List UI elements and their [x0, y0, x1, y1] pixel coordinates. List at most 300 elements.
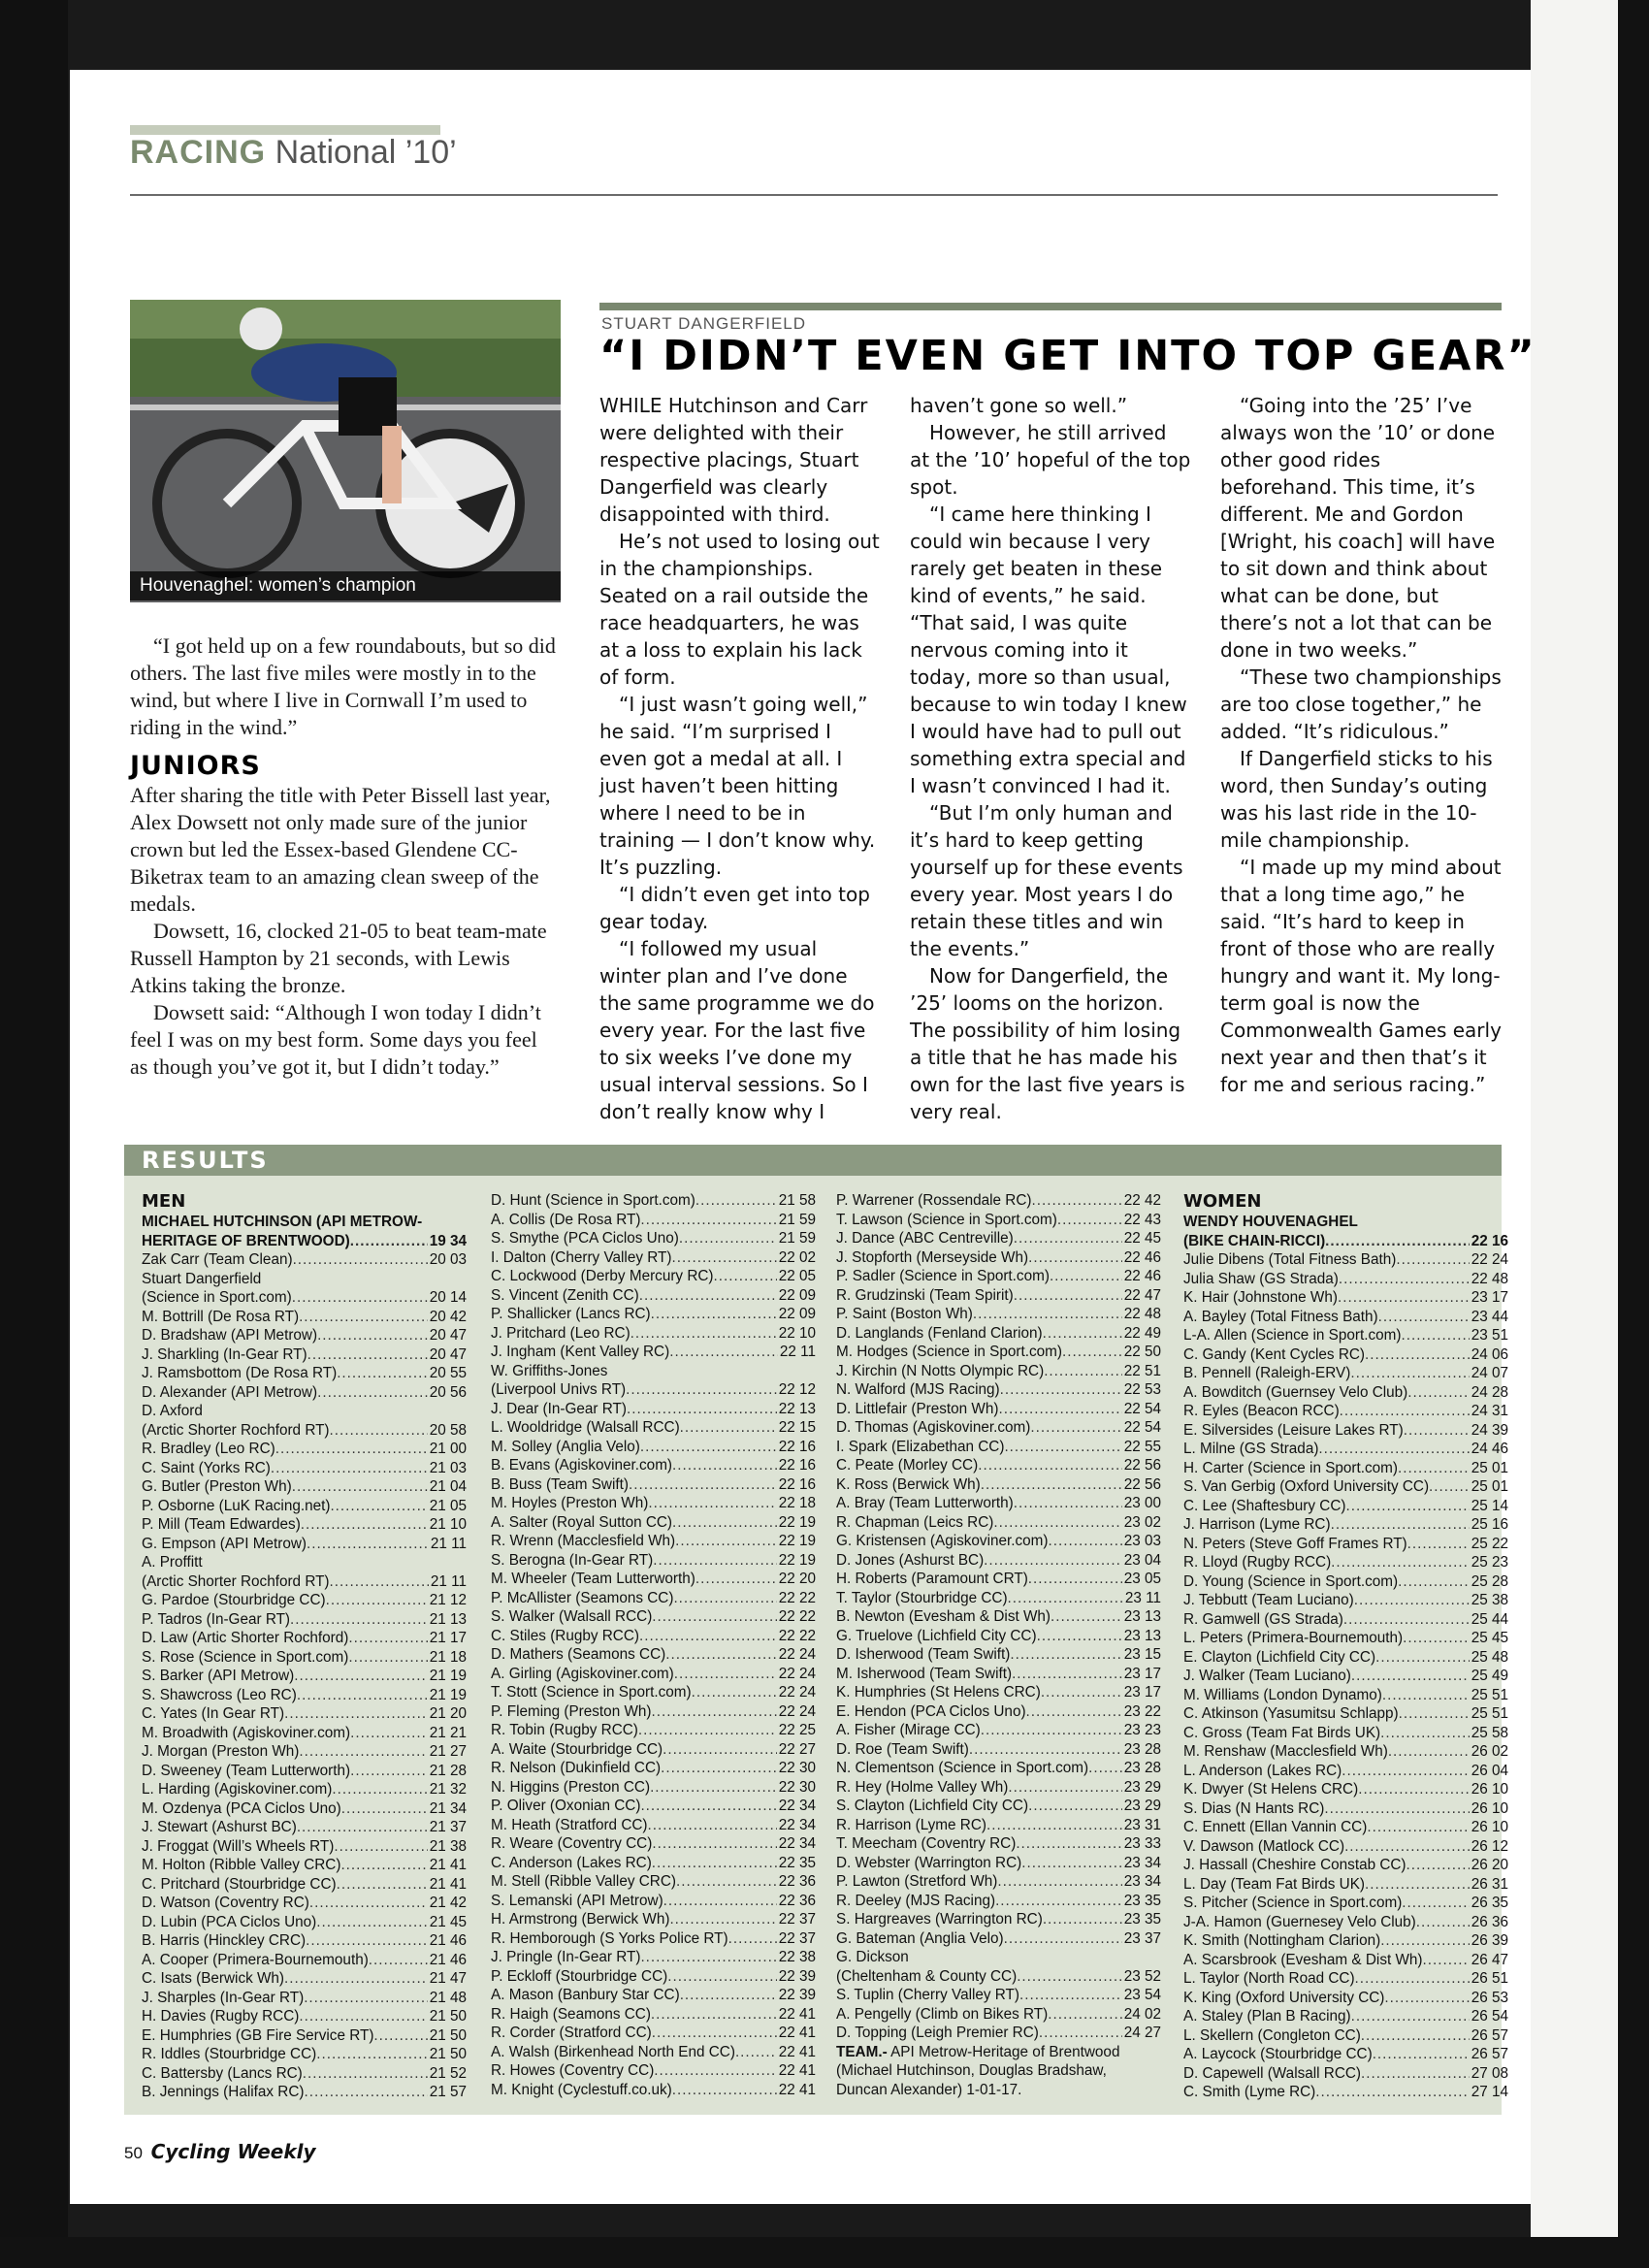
- finish-time: 22 19: [778, 1551, 816, 1569]
- rider-name: (Cheltenham & County CC): [836, 1967, 1018, 1985]
- leader-dots: [307, 1345, 428, 1365]
- leader-dots: [307, 1535, 429, 1554]
- leader-dots: [1004, 1438, 1121, 1457]
- page-footer: [124, 2140, 316, 2163]
- rider-name: C. Peate (Morley CC): [836, 1457, 979, 1474]
- leader-dots: [1339, 1270, 1470, 1289]
- leader-dots: [1008, 1589, 1123, 1608]
- leader-dots: [1382, 1686, 1470, 1705]
- rider-name: A. Walsh (Birkenhead North End CC): [491, 2043, 735, 2060]
- leader-dots: [292, 1477, 428, 1497]
- rider-name: J. Hassall (Cheshire Constab CC): [1183, 1857, 1406, 1873]
- leader-dots: [728, 1929, 777, 1949]
- finish-time: 24 28: [1471, 1383, 1508, 1401]
- finish-time: 20 55: [429, 1365, 467, 1381]
- rider-name: A. Staley (Plan B Racing): [1183, 2008, 1351, 2025]
- result-row: [142, 1440, 467, 1459]
- finish-time: 26 53: [1471, 1989, 1508, 2006]
- story-paragraph: “Going into the ’25’ I’ve always won the ’10’ or done other good rides beforehand. This time, it’s different. Me and Gordon [Wright, his coach] will have to sit down and think about what can be done, but there’s not a lot that can be done in two weeks.”: [1220, 394, 1496, 662]
- rider-name: J. Walker (Team Luciano): [1183, 1668, 1351, 1684]
- rider-name: D. Bradshaw (API Metrow): [142, 1327, 318, 1344]
- leader-dots: [640, 1948, 776, 1967]
- rider-name: M. Broadwith (Agiskoviner.com): [142, 1724, 351, 1741]
- rider-name: (Arctic Shorter Rochford RT): [142, 1421, 330, 1439]
- finish-time: 25 51: [1471, 1705, 1508, 1722]
- result-row: [836, 1400, 1161, 1419]
- rider-name: B. Evans (Agiskoviner.com): [491, 1457, 673, 1474]
- leader-dots: [1048, 1532, 1121, 1551]
- rider-name: E. Clayton (Lichfield City CC): [1183, 1648, 1376, 1666]
- result-row: [1183, 1856, 1508, 1875]
- finish-time: 25 44: [1471, 1610, 1508, 1628]
- rider-name: C. Saint (Yorks RC): [142, 1459, 271, 1476]
- leader-dots: [676, 1872, 777, 1892]
- finish-time: 23 35: [1123, 1892, 1161, 1909]
- rider-name: K. Hair (Johnstone Wh): [1183, 1289, 1338, 1306]
- finish-time: 23 37: [1123, 1929, 1161, 1947]
- finish-time: 23 13: [1123, 1608, 1161, 1625]
- result-row: [836, 1191, 1161, 1211]
- finish-time: 26 12: [1471, 1837, 1508, 1855]
- leader-dots: [1404, 1421, 1470, 1441]
- result-row: [836, 1929, 1161, 1949]
- rider-name: S. Berogna (In-Gear RT): [491, 1551, 654, 1569]
- leader-dots: [1403, 1629, 1470, 1648]
- finish-time: 23 54: [1123, 1987, 1161, 2003]
- juniors-paragraph: Dowsett, 16, clocked 21-05 to beat team-mate Russell Hampton by 21 seconds, with Lewis Atkins taking the bronze.: [130, 919, 547, 997]
- finish-time: 24 31: [1471, 1403, 1508, 1419]
- rider-name: N. Peters (Steve Goff Frames RT): [1183, 1535, 1407, 1552]
- rider-name: S. Shawcross (Leo RC): [142, 1686, 297, 1703]
- leader-dots: [667, 1967, 776, 1987]
- result-row: [142, 1667, 467, 1686]
- leader-dots: [669, 1910, 776, 1929]
- finish-time: 21 28: [429, 1762, 467, 1779]
- finish-time: 20 47: [429, 1327, 467, 1344]
- rider-name: D. Young (Science in Sport.com): [1183, 1572, 1399, 1590]
- rider-name: D. Law (Artic Shorter Rochford): [142, 1630, 349, 1646]
- rider-name: J. Ramsbottom (De Rosa RT): [142, 1365, 338, 1381]
- result-row: [1183, 1969, 1508, 1989]
- rider-name: J. Pritchard (Leo RC): [491, 1324, 630, 1342]
- result-row: [836, 1362, 1161, 1381]
- result-row: [1183, 1459, 1508, 1478]
- finish-time: 21 32: [429, 1781, 467, 1798]
- rider-name: A. Girling (Agiskoviner.com): [491, 1665, 674, 1682]
- result-row: [1183, 1535, 1508, 1554]
- rider-name: R. Lloyd (Rugby RCC): [1183, 1554, 1332, 1571]
- rider-name: C. Pritchard (Stourbridge CC): [142, 1875, 337, 1893]
- rider-name: L. Day (Team Fat Birds UK): [1183, 1875, 1366, 1893]
- result-row: [491, 1797, 816, 1816]
- leader-dots: [629, 1475, 777, 1495]
- leader-dots: [973, 1305, 1122, 1324]
- finish-time: 26 39: [1471, 1932, 1508, 1949]
- story-paragraph: If Dangerfield sticks to his word, then Sunday’s outing was his last ride in the 10-mile championship.: [1220, 747, 1493, 852]
- story-headline: “I DIDN’T EVEN GET INTO TOP GEAR”: [599, 332, 1536, 380]
- finish-time: 21 47: [429, 1970, 467, 1987]
- rider-name: L. Anderson (Lakes RC): [1183, 1762, 1342, 1779]
- leader-dots: [1361, 2026, 1470, 2046]
- result-row: [836, 1380, 1161, 1400]
- leader-dots: [1028, 1570, 1122, 1589]
- leader-dots: [672, 1513, 777, 1533]
- leader-dots: [1354, 1591, 1470, 1610]
- rider-name: R. Corder (Stratford CC): [491, 2025, 652, 2041]
- leader-dots: [630, 1324, 777, 1344]
- result-row: [491, 1834, 816, 1854]
- result-row: [491, 1627, 816, 1646]
- leader-dots: [1324, 1799, 1469, 1819]
- leader-dots: [1406, 1856, 1470, 1875]
- leader-dots: [648, 1816, 777, 1835]
- rider-name: J. Stewart (Ashurst BC): [142, 1819, 297, 1835]
- leader-dots: [303, 2064, 428, 2084]
- leader-dots: [651, 2005, 777, 2025]
- rider-name: I. Spark (Elizabethan CC): [836, 1438, 1005, 1455]
- leader-dots: [651, 1305, 777, 1324]
- finish-time: 25 38: [1471, 1592, 1508, 1608]
- finish-time: 22 16: [778, 1438, 816, 1455]
- leader-dots: [1358, 1780, 1470, 1799]
- finish-time: 23 13: [1123, 1627, 1161, 1644]
- leader-dots: [1028, 1248, 1122, 1268]
- leader-dots: [1331, 1515, 1470, 1535]
- rider-name: M. Hoyles (Preston Wh): [491, 1495, 649, 1511]
- finish-time: 22 49: [1123, 1324, 1161, 1342]
- finish-time: 21 13: [429, 1610, 467, 1628]
- result-row: [836, 1589, 1161, 1608]
- result-row: [491, 1872, 816, 1892]
- leader-dots: [341, 1799, 428, 1819]
- finish-time: 23 31: [1123, 1816, 1161, 1833]
- story-paragraph: haven’t gone so well.”: [910, 394, 1128, 417]
- finish-time: 25 45: [1471, 1630, 1508, 1646]
- leader-dots: [309, 1894, 428, 1913]
- result-row: [491, 1778, 816, 1798]
- finish-time: 21 52: [429, 2064, 467, 2082]
- result-row: [491, 1305, 816, 1324]
- finish-time: 26 35: [1471, 1895, 1508, 1911]
- finish-time: 21 45: [429, 1913, 467, 1930]
- leader-dots: [1014, 1229, 1122, 1248]
- story-column-2: [910, 392, 1191, 1125]
- rider-name: G. Truelove (Lichfield City CC): [836, 1627, 1037, 1644]
- leader-dots: [638, 1721, 777, 1740]
- leader-dots: [663, 1740, 777, 1760]
- rider-name: C. Smith (Lyme RC): [1183, 2084, 1316, 2100]
- finish-time: 22 09: [778, 1286, 816, 1304]
- finish-time: 26 51: [1471, 1970, 1508, 1987]
- leader-dots: [299, 1742, 427, 1762]
- finish-time: 22 11: [779, 1344, 816, 1360]
- leader-dots: [297, 1686, 428, 1705]
- result-row: [491, 1532, 816, 1551]
- leader-dots: [299, 2007, 427, 2026]
- finish-time: 25 58: [1471, 1724, 1508, 1741]
- result-row: [1183, 1591, 1508, 1610]
- rider-name: (Liverpool Univs RT): [491, 1381, 627, 1398]
- result-row: [1183, 1477, 1508, 1497]
- finish-time: 22 30: [778, 1778, 816, 1796]
- rider-name: P. Tadros (In-Gear RT): [142, 1610, 291, 1628]
- leader-dots: [1351, 1667, 1470, 1686]
- result-row: [1183, 2083, 1508, 2102]
- rider-name: S. Vincent (Zenith CC): [491, 1286, 639, 1304]
- rider-name: C. Ennett (Ellan Vannin CC): [1183, 1819, 1368, 1835]
- result-row: [836, 1986, 1161, 2005]
- finish-time: 23 04: [1123, 1551, 1161, 1569]
- result-row: [836, 1967, 1161, 1987]
- finish-time: 20 14: [429, 1289, 467, 1306]
- finish-time: 20 58: [429, 1421, 467, 1439]
- leader-dots: [1016, 1834, 1121, 1854]
- finish-time: 22 46: [1123, 1268, 1161, 1284]
- finish-time: 22 18: [778, 1495, 816, 1511]
- result-row: [836, 1456, 1161, 1475]
- result-row: [142, 1535, 467, 1554]
- story-paragraph: “These two championships are too close together,” he added. “It’s ridiculous.”: [1220, 665, 1502, 743]
- rider-name: R. Hemborough (S Yorks Police RT): [491, 1929, 728, 1947]
- finish-time: 26 36: [1471, 1913, 1508, 1930]
- finish-time: 22 22: [778, 1608, 816, 1625]
- leader-dots: [1331, 1553, 1470, 1572]
- rider-name: A. Pengelly (Climb on Bikes RT): [836, 2005, 1049, 2023]
- finish-time: 21 50: [429, 2026, 467, 2044]
- leader-dots: [648, 1494, 776, 1513]
- rider-name: D. Watson (Coventry RC): [142, 1895, 309, 1911]
- result-row: [491, 1929, 816, 1949]
- leader-dots: [640, 1797, 776, 1816]
- result-row: [836, 2005, 1161, 2025]
- rider-name: P. Mill (Team Edwardes): [142, 1516, 301, 1533]
- leader-dots: [1423, 1951, 1470, 1970]
- rider-name: H. Roberts (Paramount CRT): [836, 1571, 1028, 1587]
- rider-name: D. Thomas (Agiskoviner.com): [836, 1419, 1031, 1436]
- result-row: [1183, 1610, 1508, 1630]
- rider-name: D. Topping (Leigh Premier RC): [836, 2025, 1039, 2041]
- rider-name: D. Webster (Warrington RC): [836, 1854, 1022, 1871]
- women-heading: WOMEN: [1183, 1191, 1262, 1212]
- result-row: [1183, 1421, 1508, 1441]
- rider-name: J. Sharples (In-Gear RT): [142, 1989, 305, 2006]
- finish-time: 21 34: [429, 1799, 467, 1817]
- rider-name: M. Isherwood (Team Swift): [836, 1665, 1013, 1682]
- rider-name: K. King (Oxford University CC): [1183, 1989, 1385, 2006]
- finish-time: 22 24: [1471, 1251, 1508, 1268]
- result-row: [491, 1683, 816, 1702]
- rider-name: J. Morgan (Preston Wh): [142, 1743, 300, 1760]
- rider-name: G. Butler (Preston Wh): [142, 1478, 292, 1495]
- leader-dots: [680, 1418, 777, 1438]
- finish-time: 22 42: [1123, 1192, 1161, 1209]
- result-row: [836, 1721, 1161, 1740]
- finish-time: 22 34: [778, 1798, 816, 1814]
- rider-name: C. Lockwood (Derby Mercury RC): [491, 1268, 714, 1284]
- leader-dots: [993, 1513, 1121, 1533]
- finish-time: 21 58: [778, 1192, 816, 1209]
- result-row: [142, 1364, 467, 1383]
- rider-name: S. Hargreaves (Warrington RC): [836, 1911, 1043, 1928]
- result-row: [142, 1459, 467, 1478]
- result-row: [491, 1589, 816, 1608]
- result-row: [1183, 1288, 1508, 1308]
- rider-name: M. Bottrill (De Rosa RT): [142, 1308, 300, 1325]
- finish-time: 23 52: [1123, 1967, 1161, 1985]
- result-row: [491, 1986, 816, 2005]
- leader-dots: [1388, 1742, 1470, 1762]
- finish-time: 22 24: [778, 1646, 816, 1663]
- story-paragraph: “I came here thinking I could win because I very rarely get beaten in these kind of events,” he said. “That said, I was quite nervous coming into it today, more so than usual, because to win today I knew I would have had to pull out something extra special and I wasn’t convinced I had it.: [910, 502, 1187, 797]
- rider-name: T. Taylor (Stourbridge CC): [836, 1589, 1008, 1606]
- finish-time: 21 11: [430, 1572, 467, 1590]
- result-row: [142, 1704, 467, 1724]
- leader-dots: [1325, 1232, 1470, 1251]
- finish-time: 27 14: [1471, 2084, 1508, 2100]
- rider-name: C. Lee (Shaftesbury CC): [1183, 1497, 1346, 1514]
- result-row: [142, 1686, 467, 1705]
- result-row: [491, 1607, 816, 1627]
- finish-time: 22 38: [778, 1949, 816, 1965]
- result-row: [142, 1497, 467, 1516]
- result-row: [836, 1702, 1161, 1722]
- leader-dots: [671, 1248, 776, 1268]
- leader-dots: [1365, 1345, 1470, 1365]
- finish-time: 23 15: [1123, 1646, 1161, 1663]
- rider-name: Zak Carr (Team Clean): [142, 1251, 293, 1268]
- men-heading: MEN: [142, 1191, 186, 1212]
- rider-name: M. Solley (Anglia Velo): [491, 1438, 640, 1455]
- result-row: [836, 1211, 1161, 1230]
- finish-time: 21 03: [429, 1459, 467, 1476]
- leader-dots: [652, 1834, 776, 1854]
- rider-name: K. Smith (Nottingham Clarion): [1183, 1932, 1381, 1949]
- rider-name: P. Osborne (LuK Racing.net): [142, 1497, 331, 1514]
- finish-time: 26 04: [1471, 1762, 1508, 1779]
- result-row: [1183, 1724, 1508, 1743]
- result-row: [142, 1969, 467, 1989]
- leader-dots: [1062, 1343, 1122, 1362]
- leader-dots: [1043, 1324, 1122, 1344]
- leader-dots: [714, 1267, 777, 1286]
- leader-dots: [1338, 1288, 1470, 1308]
- result-row: [491, 1910, 816, 1929]
- finish-time: 23 17: [1123, 1684, 1161, 1701]
- rider-name: K. Dwyer (St Helens CRC): [1183, 1781, 1359, 1798]
- leader-dots: [639, 1286, 777, 1306]
- rider-name: S. Tuplin (Cherry Valley RT): [836, 1987, 1019, 2003]
- result-row: [836, 1418, 1161, 1438]
- result-row: [1183, 1686, 1508, 1705]
- rider-name: E. Humphries (GB Fire Service RT): [142, 2026, 374, 2044]
- leader-dots: [1398, 1572, 1470, 1592]
- rider-name: D. Capewell (Walsall RCC): [1183, 2064, 1362, 2082]
- rider-name: V. Dawson (Matlock CC): [1183, 1837, 1345, 1855]
- finish-time: 21 12: [429, 1592, 467, 1608]
- result-row: [491, 2024, 816, 2043]
- result-row: [1183, 1762, 1508, 1781]
- result-row: [491, 1475, 816, 1495]
- leader-dots: [1355, 1969, 1470, 1989]
- leader-dots: [675, 1532, 777, 1551]
- rider-name: R. Gamwell (GS Strada): [1183, 1610, 1343, 1628]
- finish-time: 21 20: [429, 1705, 467, 1722]
- leader-dots: [332, 1780, 427, 1799]
- finish-time: 22 27: [778, 1740, 816, 1758]
- finish-time: 21 19: [429, 1668, 467, 1684]
- finish-time: 22 54: [1123, 1419, 1161, 1436]
- finish-time: 26 10: [1471, 1799, 1508, 1817]
- leader-dots: [1365, 1875, 1470, 1895]
- leader-dots: [1367, 1818, 1469, 1837]
- result-row: [491, 2081, 816, 2100]
- finish-time: 22 39: [778, 1987, 816, 2003]
- finish-time: 22 47: [1123, 1286, 1161, 1304]
- finish-time: 27 08: [1471, 2064, 1508, 2082]
- finish-time: 22 30: [778, 1760, 816, 1776]
- leader-dots: [348, 1629, 427, 1648]
- leader-dots: [1010, 1645, 1121, 1665]
- leader-dots: [294, 1667, 427, 1686]
- result-row: [1183, 1402, 1508, 1421]
- finish-time: 22 24: [778, 1665, 816, 1682]
- finish-time: 23 00: [1123, 1495, 1161, 1511]
- leader-dots: [1026, 1702, 1122, 1722]
- rider-name: N. Clementson (Science in Sport.com): [836, 1760, 1089, 1776]
- leader-dots: [998, 1400, 1121, 1419]
- rider-name: P. Lawton (Stretford Wh): [836, 1873, 998, 1890]
- leader-dots: [1030, 1418, 1121, 1438]
- result-row: [1183, 1989, 1508, 2008]
- finish-time: 23 29: [1123, 1798, 1161, 1814]
- rider-name: D. Isherwood (Team Swift): [836, 1646, 1011, 1663]
- result-row: [1183, 2026, 1508, 2046]
- finish-time: 22 12: [778, 1381, 816, 1398]
- rider-name: M. Wheeler (Team Lutterworth): [491, 1571, 695, 1587]
- rider-name: H. Carter (Science in Sport.com): [1183, 1459, 1399, 1476]
- leader-dots: [695, 1191, 777, 1211]
- rider-name: A. Bowditch (Guernsey Velo Club): [1183, 1383, 1408, 1401]
- finish-time: 22 54: [1123, 1400, 1161, 1417]
- leader-dots: [1044, 1362, 1122, 1381]
- leader-dots: [299, 1308, 428, 1327]
- result-row: [1183, 2064, 1508, 2084]
- result-row: [1183, 1629, 1508, 1648]
- rider-name: T. Stott (Science in Sport.com): [491, 1684, 692, 1701]
- results-title-bar: [124, 1145, 1502, 1176]
- finish-time: 23 33: [1123, 1835, 1161, 1852]
- result-name-line: A. Proffitt: [142, 1554, 203, 1571]
- leader-dots: [986, 1816, 1122, 1835]
- result-row: [142, 1288, 467, 1308]
- result-row: [142, 1421, 467, 1441]
- finish-time: 22 41: [778, 2081, 816, 2098]
- result-row: [491, 1191, 816, 1211]
- section-label: RACING: [130, 134, 267, 171]
- leader-dots: [301, 1515, 428, 1535]
- leader-dots: [275, 1440, 428, 1459]
- rider-name: D. Mathers (Seamons CC): [491, 1646, 666, 1663]
- rider-name: Julia Shaw (GS Strada): [1183, 1270, 1339, 1287]
- finish-time: 25 01: [1471, 1459, 1508, 1476]
- finish-time: 22 24: [778, 1702, 816, 1720]
- finish-time: 25 14: [1471, 1497, 1508, 1514]
- rider-name: A. Collis (De Rosa RT): [491, 1211, 641, 1228]
- rider-name: (Arctic Shorter Rochford RT): [142, 1572, 330, 1590]
- rider-name: M. Renshaw (Macclesfield Wh): [1183, 1743, 1388, 1760]
- leader-dots: [695, 1570, 777, 1589]
- result-row: [491, 1570, 816, 1589]
